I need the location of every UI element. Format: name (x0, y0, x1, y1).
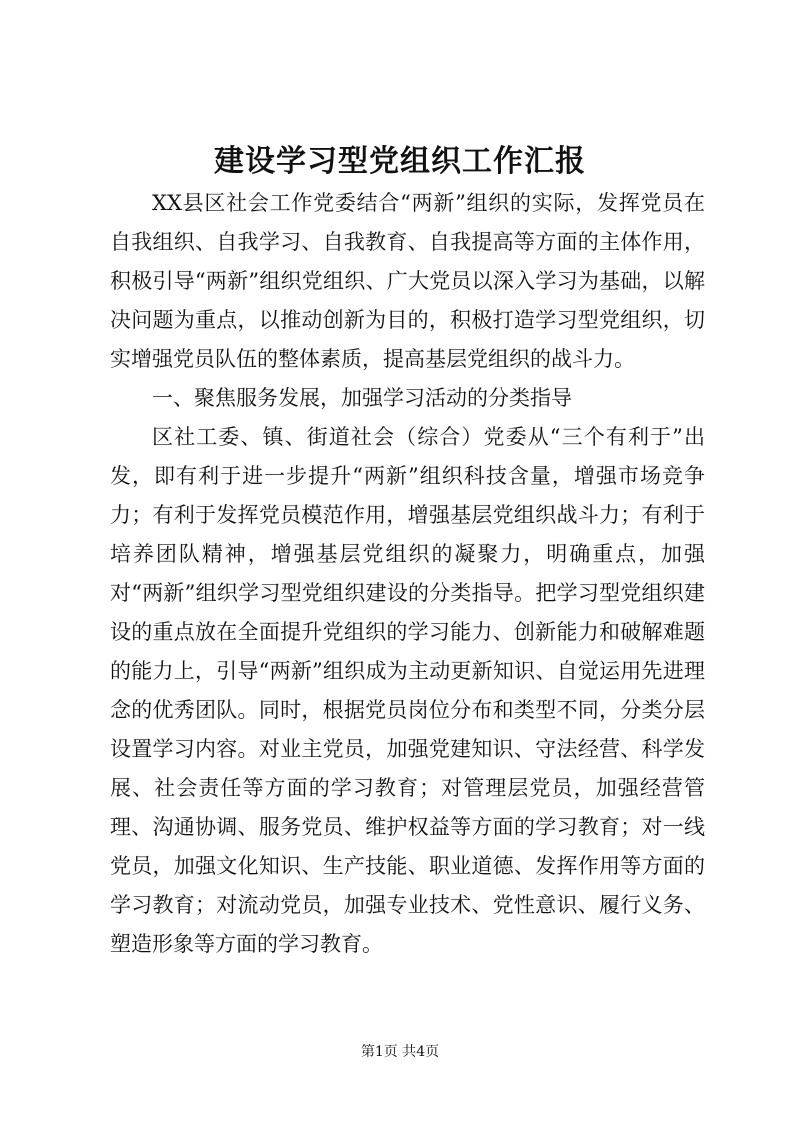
section-heading: 一、聚焦服务发展，加强学习活动的分类指导 (152, 386, 572, 410)
document-body (110, 184, 705, 964)
document-title: 建设学习型党组织工作汇报 (214, 144, 586, 179)
intro-paragraph: XX县区社会工作党委结合“两新”组织的实际，发挥党员在自我组织、自我学习、自我教育、自我提高等方面的主体作用，积极引导“两新”组织党组织、广大党员以深入学习为基础，以解决问题为重点，以推动创新为目的，积极打造学习型党组织，切实增强党员队伍的整体素质，提高基层党组织的战斗力。 (110, 191, 705, 371)
section-paragraph: 区社工委、镇、街道社会（综合）党委从“三个有利于”出发，即有利于进一步提升“两新”组织科技含量，增强市场竞争力；有利于发挥党员模范作用，增强基层党组织战斗力；有利于培养团队精神，增强基层党组织的凝聚力，明确重点，加强对“两新”组织学习型党组织建设的分类指导。把学习型党组织建设的重点放在全面提升党组织的学习能力、创新能力和破解难题的能力上，引导“两新”组织成为主动更新知识、自觉运用先进理念的优秀团队。同时，根据党员岗位分布和类型不同，分类分层设置学习内容。对业主党员，加强党建知识、守法经营、科学发展、社会责任等方面的学习教育；对管理层党员，加强经营管理、沟通协调、服务党员、维护权益等方面的学习教育；对一线党员，加强文化知识、生产技能、职业道德、发挥作用等方面的学习教育；对流动党员，加强专业技术、党性意识、履行义务、塑造形象等方面的学习教育。 (110, 425, 705, 956)
page-indicator: 第1页 共4页 (360, 1044, 440, 1060)
